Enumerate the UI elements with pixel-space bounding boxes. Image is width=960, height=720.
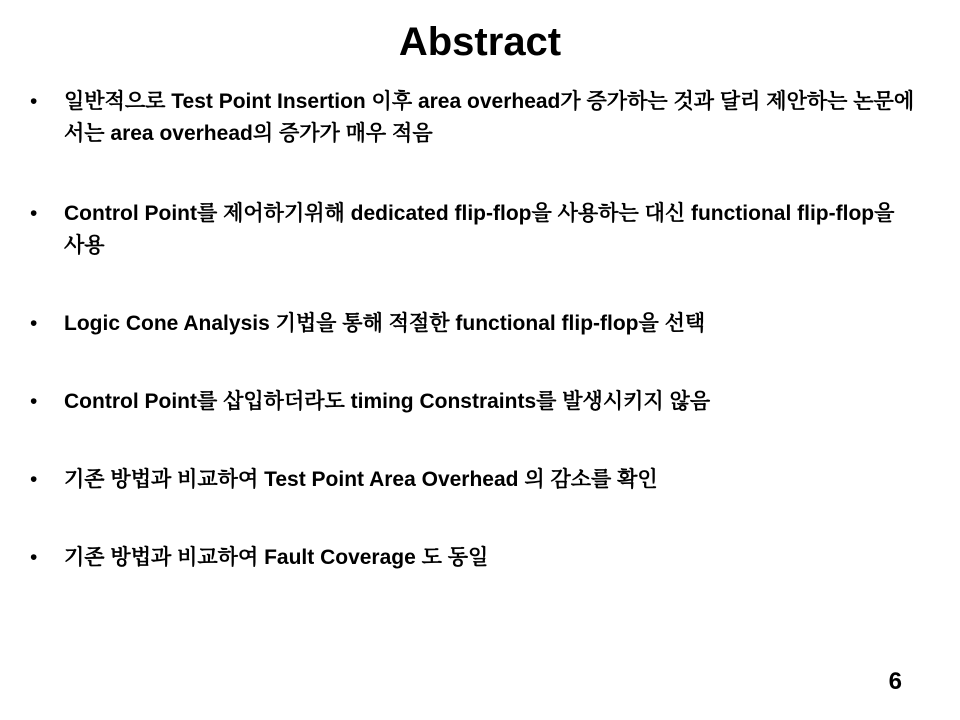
bullet-list — [30, 86, 920, 622]
bullet-item — [30, 386, 920, 418]
bullet-dot-icon: • — [30, 468, 38, 491]
bullet-item — [30, 198, 920, 262]
bullet-dot-icon: • — [30, 546, 38, 569]
bullet-text: 기존 방법과 비교하여 Test Point Area Overhead 의 감소를 확인 — [64, 468, 658, 491]
bullet-text: Control Point를 제어하기위해 dedicated flip-flop을 사용하는 대신 functional flip-flop을 사용 — [64, 202, 895, 257]
slide-title: Abstract — [398, 20, 562, 64]
bullet-item — [30, 464, 920, 496]
bullet-dot-icon: • — [30, 312, 38, 335]
bullet-text: Control Point를 삽입하더라도 timing Constraints를 발생시키지 않음 — [64, 390, 711, 413]
bullet-item — [30, 308, 920, 340]
bullet-item — [30, 86, 920, 150]
page-number: 6 — [888, 668, 902, 695]
bullet-dot-icon: • — [30, 390, 38, 413]
bullet-dot-icon: • — [30, 90, 38, 113]
bullet-dot-icon: • — [30, 202, 38, 225]
bullet-text: 기존 방법과 비교하여 Fault Coverage 도 동일 — [64, 546, 489, 569]
bullet-item — [30, 542, 920, 574]
bullet-text: Logic Cone Analysis 기법을 통해 적절한 functional flip-flop을 선택 — [64, 312, 706, 335]
bullet-text: 일반적으로 Test Point Insertion 이후 area overhead가 증가하는 것과 달리 제안하는 논문에서는 area overhead의 증가가 매우 적음 — [64, 90, 915, 145]
